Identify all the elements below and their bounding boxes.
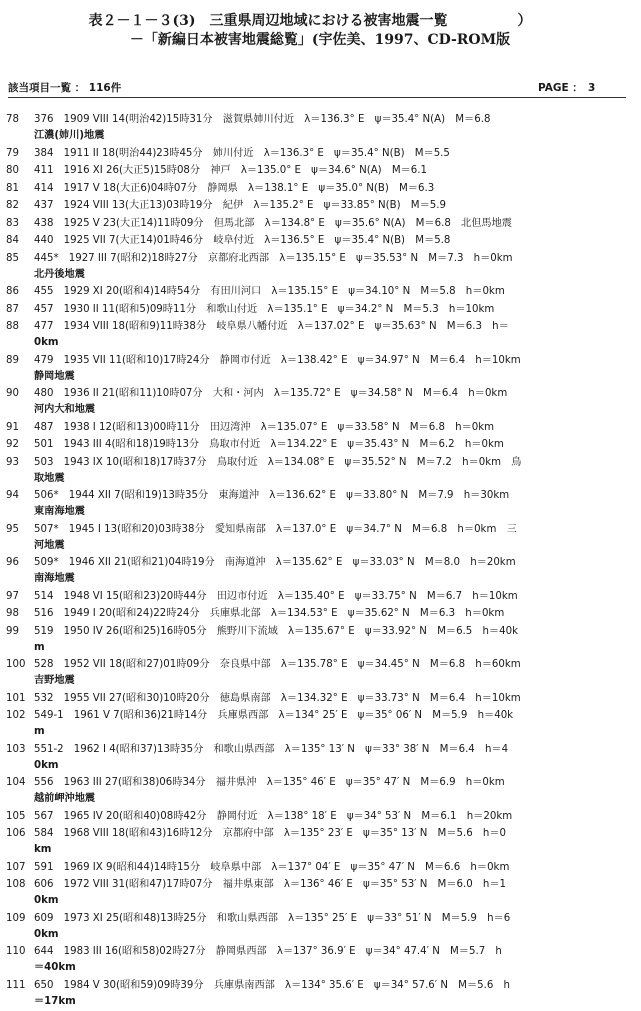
list-item [0,877,641,909]
record-text: 457 1930 II 11(昭和5)09時11分 和歌山付近 λ＝135.1° E ψ＝34.2° N M＝5.3 h＝10km [34,303,495,315]
record-text: 480 1936 II 21(昭和11)10時07分 大和・河内 λ＝135.72° E ψ＝34.58° N M＝6.4 h＝0km [34,388,508,399]
record-text: 549-1 1961 V 7(昭和36)21時14分 兵庫県西部 λ＝134° 25′ E ψ＝35° 06′ N M＝5.9 h＝40k [34,710,514,721]
record-number: 101 [6,692,26,704]
record-text: 609 1973 XI 25(昭和48)13時25分 和歌山県西部 λ＝135° 25′ E ψ＝33° 51′ N M＝5.9 h＝6 [34,912,511,924]
record-text: 440 1925 VII 7(大正14)01時46分 岐阜付近 λ＝136.5° E ψ＝35.4° N(B) M＝5.8 [34,235,451,246]
list-item [0,455,641,487]
record-text: 437 1924 VIII 13(大正13)03時19分 紀伊 λ＝135.2° E ψ＝33.85° N(B) M＝5.9 [34,200,446,211]
record-number: 89 [6,354,19,366]
record-number: 90 [6,388,19,399]
record-number: 96 [6,557,19,568]
list-item [0,112,641,144]
record-text: 644 1983 III 16(昭和58)02時27分 静岡県西部 λ＝137° 36.9′ E ψ＝34° 47.4′ N M＝5.7 h [34,946,502,957]
list-item [0,522,641,554]
record-text: 606 1972 VIII 31(昭和47)17時07分 福井県東部 λ＝136° 46′ E ψ＝35° 53′ N M＝6.0 h＝1 [34,879,507,890]
list-item [0,911,641,943]
record-continuation: 南海地震 [34,573,75,584]
record-number: 78 [6,114,19,125]
list-item [0,233,641,249]
record-text: 477 1934 VIII 18(昭和9)11時38分 岐阜県八幡付近 λ＝137.02° E ψ＝35.63° N M＝6.3 h＝ [34,321,509,332]
record-number: 83 [6,217,19,229]
list-item [0,437,641,453]
record-text: 509* 1946 XII 21(昭和21)04時19分 南海道沖 λ＝135.62° E ψ＝33.03° N M＝8.0 h＝20km [34,557,516,568]
list-item [0,198,641,214]
list-item [0,624,641,656]
record-number: 97 [6,590,19,602]
record-continuation: ＝40km [34,962,76,973]
list-item [0,319,641,351]
list-item [0,488,641,520]
record-number: 79 [6,147,19,159]
record-text: 384 1911 II 18(明治44)23時45分 姉川付近 λ＝136.3° E ψ＝35.4° N(B) M＝5.5 [34,147,450,159]
record-continuation: ＝17km [34,995,76,1007]
record-text: 455 1929 XI 20(昭和4)14時54分 有田川河口 λ＝135.15° E ψ＝34.10° N M＝5.8 h＝0km [34,286,505,297]
record-text: 487 1938 I 12(昭和13)00時11分 田辺湾沖 λ＝135.07° E ψ＝33.58° N M＝6.8 h＝0km [34,421,495,433]
list-item [0,284,641,300]
list-item [0,353,641,385]
record-number: 85 [6,252,19,264]
record-text: 445* 1927 III 7(昭和2)18時27分 京都府北西部 λ＝135.15° E ψ＝35.53° N M＝7.3 h＝0km [34,252,513,264]
record-continuation: km [34,844,52,855]
list-item [0,826,641,858]
list-item [0,742,641,774]
record-continuation: 取地震 [34,472,65,484]
record-number: 98 [6,608,19,619]
record-number: 110 [6,946,26,957]
record-number: 80 [6,165,19,176]
list-item [0,302,641,318]
list-item [0,860,641,876]
record-text: 532 1955 VII 27(昭和30)10時20分 徳島県南部 λ＝134.32° E ψ＝33.73° N M＝6.4 h＝10km [34,692,521,704]
record-number: 82 [6,200,19,211]
record-number: 107 [6,861,26,873]
record-number: 92 [6,439,19,450]
record-number: 100 [6,659,26,670]
record-number: 86 [6,286,19,297]
list-item [0,691,641,707]
record-number: 87 [6,303,19,315]
record-number: 95 [6,523,19,535]
record-number: 109 [6,912,26,924]
record-number: 94 [6,490,19,501]
record-continuation: 吉野地震 [34,675,75,686]
record-continuation: m [34,726,45,737]
record-number: 103 [6,743,26,755]
record-continuation: 越前岬沖地震 [34,793,96,804]
list-item [0,420,641,436]
record-number: 91 [6,421,19,433]
record-continuation: 0km [34,928,59,940]
record-continuation: 河地震 [34,539,65,551]
item-count-label: 該当項目一覧 ： 116件 [8,82,122,94]
record-number: 105 [6,810,26,822]
record-continuation: 東南海地震 [34,506,85,517]
record-number: 104 [6,777,26,788]
list-item [0,163,641,179]
list-item [0,708,641,740]
page-number-label: PAGE ： 3 [538,82,596,94]
list-item [0,606,641,622]
record-text: 503 1943 IX 10(昭和18)17時37分 鳥取付近 λ＝134.08° E ψ＝35.52° N M＝7.2 h＝0km 鳥 [34,456,522,468]
record-number: 108 [6,879,26,890]
record-continuation: 0km [34,895,59,906]
list-item [0,216,641,232]
record-text: 376 1909 VIII 14(明治42)15時31分 滋賀県姉川付近 λ＝136.3° E ψ＝35.4° N(A) M＝6.8 [34,114,491,125]
list-item [0,944,641,976]
record-number: 111 [6,979,26,991]
record-text: 528 1952 VII 18(昭和27)01時09分 奈良県中部 λ＝135.78° E ψ＝34.45° N M＝6.8 h＝60km [34,659,521,670]
header-rule [8,97,626,98]
list-item [0,775,641,807]
earthquake-list [0,112,641,1011]
document-subtitle: －「新編日本被害地震総覧」(宇佐美、1997、CD-ROM版 [129,32,511,48]
document-title: 表２－１－３(3) 三重県周辺地域における被害地震一覧 ） [88,13,532,29]
record-continuation: 河内大和地震 [34,404,96,415]
record-number: 88 [6,321,19,332]
record-continuation: 北丹後地震 [34,268,85,280]
record-text: 556 1963 III 27(昭和38)06時34分 福井県沖 λ＝135° 46′ E ψ＝35° 47′ N M＝6.9 h＝0km [34,777,505,788]
record-text: 414 1917 V 18(大正6)04時07分 静岡県 λ＝138.1° E ψ＝35.0° N(B) M＝6.3 [34,182,435,194]
list-item [0,251,641,283]
record-text: 567 1965 IV 20(昭和40)08時42分 静岡付近 λ＝138° 18′ E ψ＝34° 53′ N M＝6.1 h＝20km [34,810,513,822]
record-continuation: 0km [34,759,59,771]
list-item [0,809,641,825]
record-continuation: 江濃(姉川)地震 [34,130,105,141]
record-text: 584 1968 VIII 18(昭和43)16時12分 京都府中部 λ＝135° 23′ E ψ＝35° 13′ N M＝5.6 h＝0 [34,828,507,839]
record-text: 516 1949 I 20(昭和24)22時24分 兵庫県北部 λ＝134.53° E ψ＝35.62° N M＝6.3 h＝0km [34,608,505,619]
record-number: 81 [6,182,19,194]
list-item [0,386,641,418]
list-item [0,181,641,197]
record-continuation: 0km [34,337,59,348]
record-text: 501 1943 III 4(昭和18)19時13分 鳥取市付近 λ＝134.22° E ψ＝35.43° N M＝6.2 h＝0km [34,439,504,450]
record-text: 650 1984 V 30(昭和59)09時39分 兵庫県南西部 λ＝134° 35.6′ E ψ＝34° 57.6′ N M＝5.6 h [34,979,510,991]
record-text: 438 1925 V 23(大正14)11時09分 但馬北部 λ＝134.8° E ψ＝35.6° N(A) M＝6.8 北但馬地震 [34,217,512,229]
record-text: 411 1916 XI 26(大正5)15時08分 神戸 λ＝135.0° E ψ＝34.6° N(A) M＝6.1 [34,165,428,176]
list-item [0,978,641,1010]
record-number: 93 [6,456,19,468]
record-continuation: 静岡地震 [34,370,75,382]
record-continuation: m [34,641,45,653]
list-item [0,555,641,587]
record-text: 519 1950 IV 26(昭和25)16時05分 熊野川下流域 λ＝135.67° E ψ＝33.92° N M＝6.5 h＝40k [34,625,518,637]
list-item [0,146,641,162]
record-number: 84 [6,235,19,246]
record-text: 591 1969 IX 9(昭和44)14時15分 岐阜県中部 λ＝137° 04′ E ψ＝35° 47′ N M＝6.6 h＝0km [34,861,510,873]
record-number: 99 [6,625,19,637]
record-text: 506* 1944 XII 7(昭和19)13時35分 東海道沖 λ＝136.62° E ψ＝33.80° N M＝7.9 h＝30km [34,490,510,501]
record-number: 106 [6,828,26,839]
record-text: 551-2 1962 I 4(昭和37)13時35分 和歌山県西部 λ＝135° 13′ N ψ＝33° 38′ N M＝6.4 h＝4 [34,743,509,755]
record-number: 102 [6,710,26,721]
record-text: 507* 1945 I 13(昭和20)03時38分 愛知県南部 λ＝137.0° E ψ＝34.7° N M＝6.8 h＝0km 三 [34,523,517,535]
list-item [0,657,641,689]
record-text: 514 1948 VI 15(昭和23)20時44分 田辺市付近 λ＝135.40° E ψ＝33.75° N M＝6.7 h＝10km [34,590,518,602]
list-item [0,589,641,605]
record-text: 479 1935 VII 11(昭和10)17時24分 静岡市付近 λ＝138.42° E ψ＝34.97° N M＝6.4 h＝10km [34,354,521,366]
